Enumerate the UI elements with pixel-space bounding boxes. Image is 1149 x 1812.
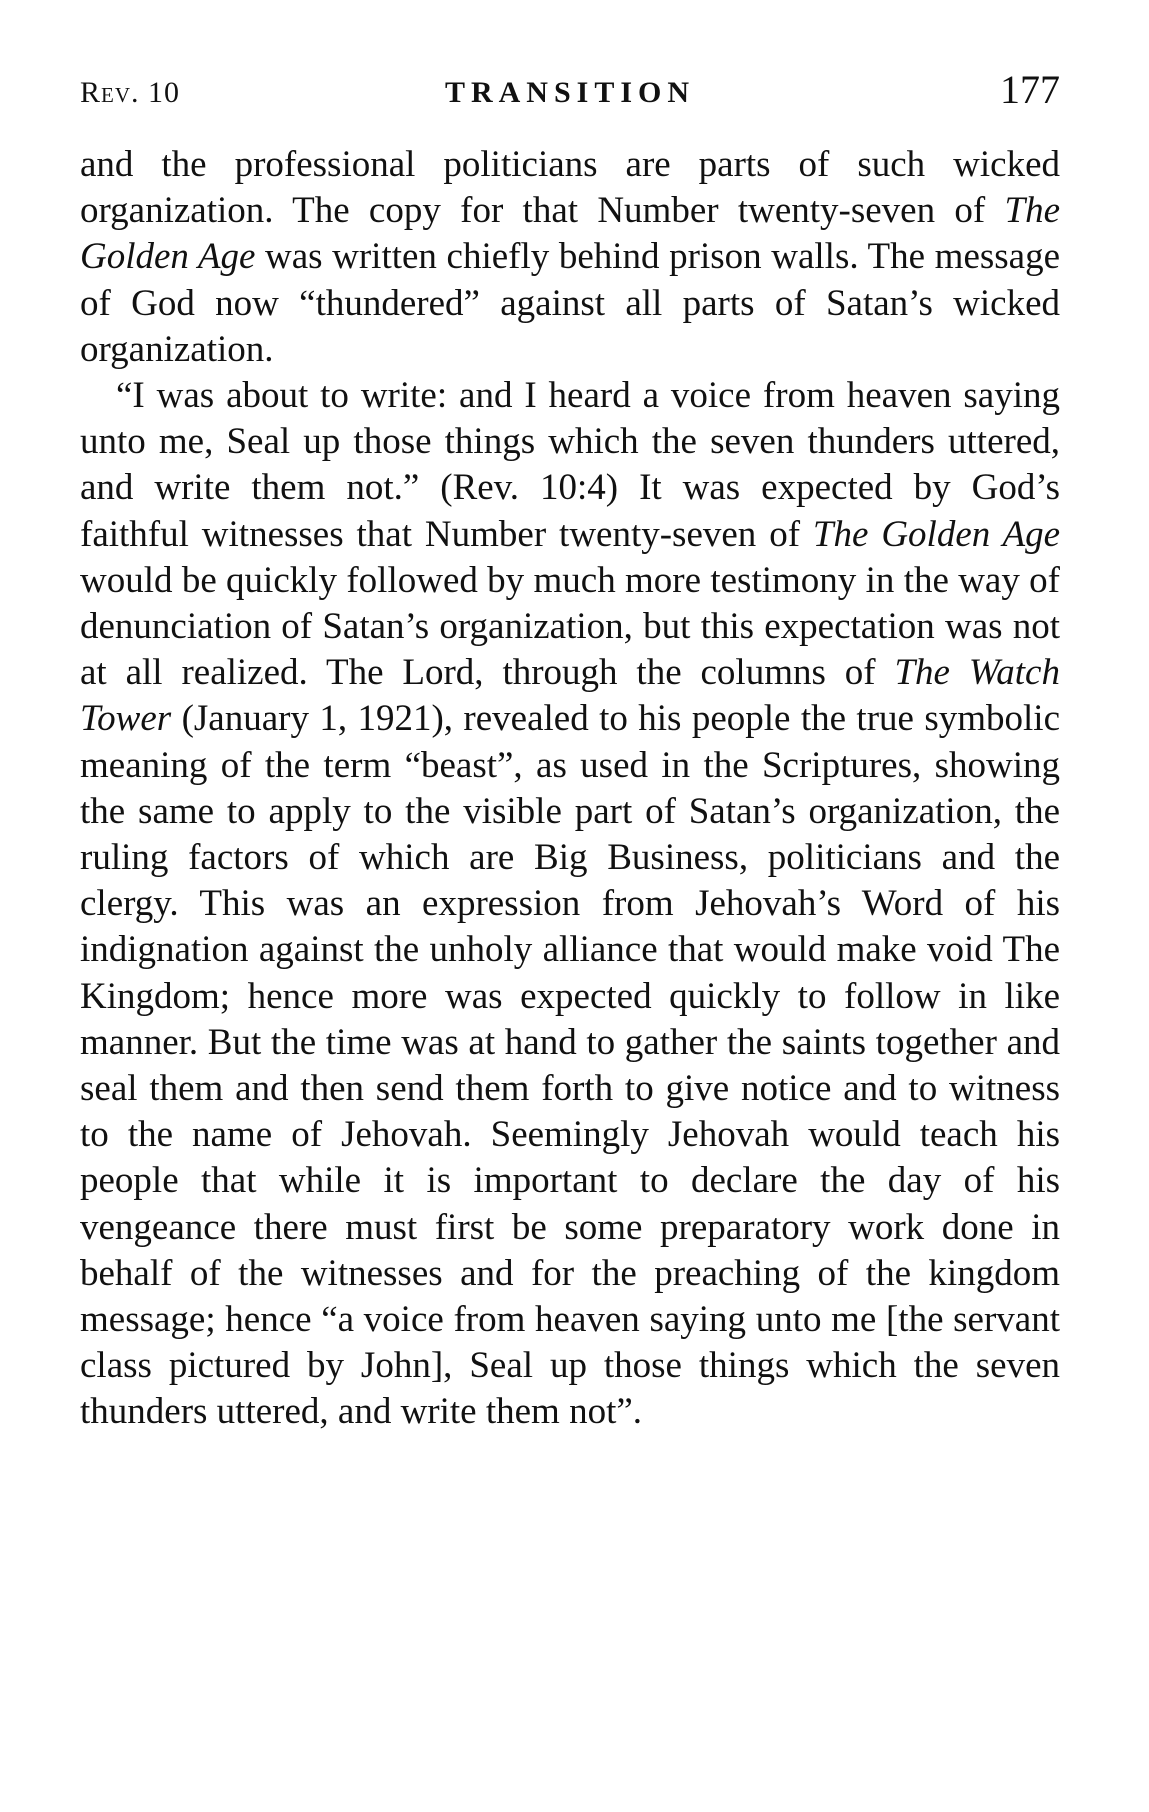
- paragraph: and the professional politicians are parts of such wicked organization. The copy for that Number twenty-seven of The Golden Age was written chiefly behind prison walls. The message of God now “thundered” against all parts of Satan’s wicked organization.: [80, 144, 1061, 370]
- italic-title: The Golden Age: [80, 190, 1060, 278]
- chapter-reference: Rev. 10: [80, 76, 181, 109]
- page-number: 177: [1000, 67, 1060, 112]
- italic-title: The Watch Tower: [80, 652, 1060, 740]
- paragraph: “I was about to write: and I heard a voice from heaven saying unto me, Seal up those things which the seven thunders uttered, and write them not.” (Rev. 10:4) It was expected by God’s faithful witnesses that Number twenty-seven of The Golden Age would be quickly followed by much more testimony in the way of denunciation of Satan’s organization, but this expectation was not at all realized. The Lord, through the columns of The Watch Tower (January 1, 1921), revealed to his people the true symbolic meaning of the term “beast”, as used in the Scriptures, showing the same to apply to the visible part of Satan’s organization, the ruling factors of which are Big Business, politicians and the clergy. This was an expression from Jehovah’s Word of his indignation against the unholy alliance that would make void The Kingdom; hence more was expected quickly to follow in like manner. But the time was at hand to gather the saints together and seal them and then send them forth to give notice and to witness to the name of Jehovah. Seemingly Jehovah would teach his people that while it is important to declare the day of his vengeance there must first be some preparatory work done in behalf of the witnesses and for the preaching of the kingdom message; hence “a voice from heaven saying unto me [the servant class pictured by John], Seal up those things which the seven thunders uttered, and write them not”.: [80, 375, 1060, 1433]
- italic-title: The Golden Age: [812, 513, 1060, 555]
- running-head: [80, 62, 1060, 122]
- running-title: TRANSITION: [444, 76, 696, 109]
- body-text: [80, 142, 1060, 1436]
- book-page: [80, 62, 1060, 1436]
